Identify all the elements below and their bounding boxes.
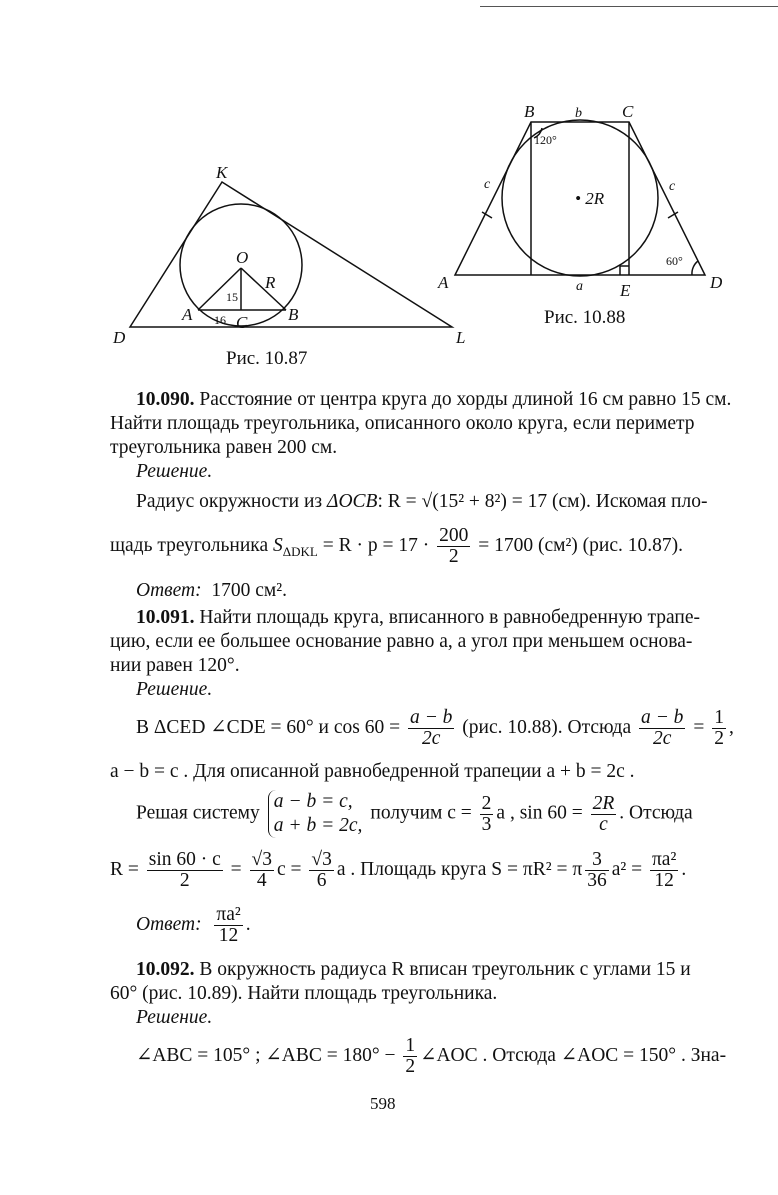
label-b: b [575,106,582,121]
label-C: C [622,102,634,121]
figure-10-88 [430,100,730,300]
solution-heading: Решение. [136,1007,213,1028]
label-E: E [620,281,631,300]
label-A: A [438,273,449,292]
problem-10-091-line-3: нии равен 120°. [110,655,240,676]
solution-10-090-line-1: Радиус окружности из ΔOCB: R = √(15² + 8²) = 17 (см). Искомая пло- [136,491,708,512]
problem-10-092-line-2: 60° (рис. 10.89). Найти площадь треугольника. [110,983,498,1004]
label-K: K [216,163,228,182]
label-R: R [265,273,276,292]
caption-10-87: Рис. 10.87 [226,348,308,369]
solution-10-090-line-2: щадь треугольника $S_{\Delta DKL} = R \cdot p = 17$ · $\frac{200}{2}$ = 1700 (см²) (рис. 10.87). [110,525,683,567]
label-c-left: c [484,177,491,192]
label-angle-60: 60° [666,254,683,268]
label-D: D [113,328,126,347]
solution-heading: Решение. [136,679,213,700]
problem-10-090-line-2: Найти площадь треугольника, описанного около круга, если периметр [110,413,695,434]
problem-10-091-line-1: 10.091. Найти площадь круга, вписанного в равнобедренную трапе- [136,607,700,628]
page-number: 598 [370,1094,396,1113]
label-a: a [576,279,583,294]
figure-10-88-drawing [430,100,730,300]
label-A: A [182,305,193,324]
problem-10-092-line-1: 10.092. В окружность радиуса R вписан треугольник с углами 15 и [136,959,691,980]
solution-heading: Решение. [136,461,213,482]
label-c-right: c [669,179,676,194]
caption-10-88: Рис. 10.88 [544,307,626,328]
solution-10-091-line-4: R = $\frac{\sin 60 \cdot c}{2}$ = $\frac{√3}{4}$ c = $\frac{√3}{6}$ a . Площадь круга S = πR² = π $\frac{3}{36}$ a² = $\frac{\text{πa²}}{12}$ . [110,849,687,891]
problem-number: 10.090. [136,389,195,410]
problem-10-090-line-1: 10.090. Расстояние от центра круга до хорды длиной 16 см равно 15 см. [136,389,732,410]
label-B: B [524,102,535,121]
answer-10-090: Ответ: 1700 см². [136,580,287,601]
label-center-2R: • 2R [575,189,605,208]
problem-number: 10.091. [136,607,195,628]
label-angle-120: 120° [534,133,557,147]
label-16: 16 [214,313,226,327]
problem-10-090-line-3: треугольника равен 200 см. [110,437,338,458]
solution-10-091-line-1: В ΔCED ∠CDE = 60° и cos 60 = $\frac{a - b}{2c}$ (рис. 10.88). Отсюда $\frac{a - b}{2c}$ = $\frac{1}{2}$ , [136,707,734,749]
label-B: B [288,305,299,324]
solution-10-091-line-2: a − b = c . Для описанной равнобедренной трапеции a + b = 2c . [110,761,635,782]
answer-10-091: Ответ: $\frac{\text{πa²}}{12}$ . [136,904,251,946]
label-O: O [236,248,249,267]
problem-10-091-line-2: цию, если ее большее основание равно a, а угол при меньшем основа- [110,631,693,652]
solution-10-092-line-1: ∠ABC = 105° ; ∠ABC = 180° − $\frac{1}{2}$ ∠AOC . Отсюда ∠AOC = 150° . Зна- [136,1035,727,1077]
label-C: C [236,313,248,332]
label-15: 15 [226,290,238,304]
problem-number: 10.092. [136,959,195,980]
label-L: L [456,328,466,347]
figure-10-87-drawing [110,160,470,350]
label-D: D [710,273,723,292]
figure-10-87 [110,160,470,350]
solution-10-091-line-3: Решая систему a − b = c, a + b = 2c, получим c = $\frac{2}{3}$ a , sin 60 = $\frac{2R}{c}$ . Отсюда [136,791,693,836]
top-rule [480,6,778,7]
